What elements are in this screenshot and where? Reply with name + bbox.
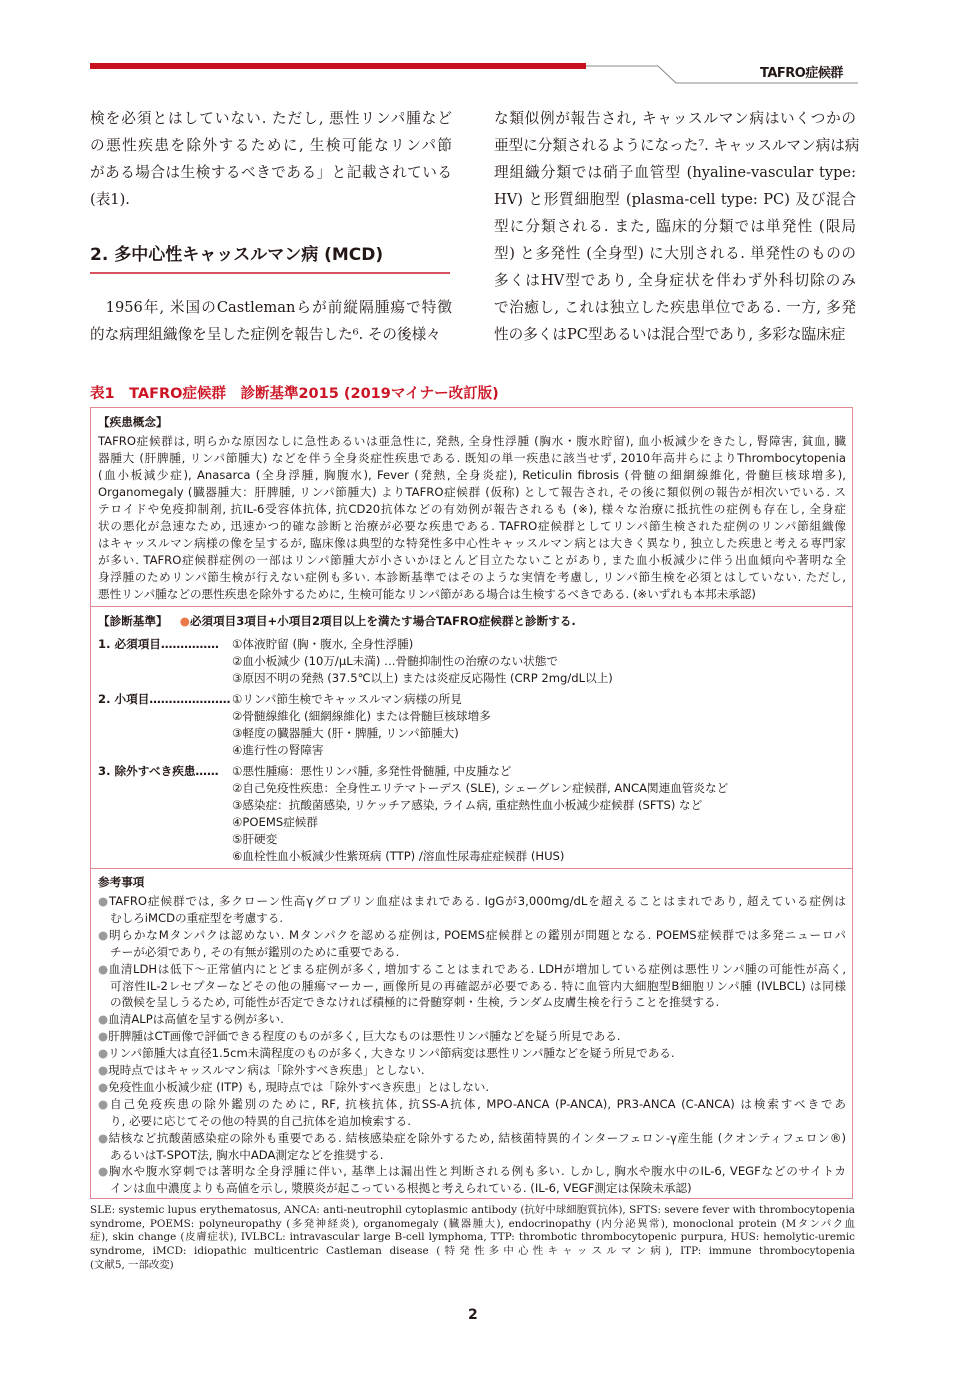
text-line: で治癒し, これは独立した疾患単位である. 一方, 多発: [494, 299, 856, 316]
note-line: [98, 1045, 846, 1062]
concept-line: 身浮腫のためリンパ節生検が行えない症例も多い. 本診断基準ではそのような実情を考慮し, リンパ節生検を必須とはしていない. ただし,: [98, 570, 846, 584]
bullet-icon: ●: [98, 1029, 109, 1044]
note-text: 血清ALPは高値を呈する例が多い.: [108, 1012, 284, 1027]
note-line: [98, 927, 846, 944]
table-title: 表1 TAFRO症候群 診断基準2015 (2019マイナー改訂版): [90, 386, 499, 402]
note-text: むしろiMCDの重症型を考慮する.: [110, 910, 284, 925]
section-heading: 2. 多中心性キャッスルマン病 (MCD): [90, 242, 450, 274]
note-text: 結核など抗酸菌感染症の除外も重要である. 結核感染症を除外するため, 結核菌特異的インターフェロン-γ産生能 (クオンティフェロン®): [108, 1130, 846, 1145]
note-text: 現時点ではキャッスルマン病は「除外すべき疾患」としない.: [108, 1063, 425, 1077]
criteria-rule: 必須項目3項目+小項目2項目以上を満たす場合TAFRO症候群と診断する.: [189, 614, 576, 628]
notes-heading: 参考事項: [98, 875, 145, 889]
bullet-icon: ●: [98, 927, 109, 942]
note-line: [98, 1028, 846, 1045]
text-line: な類似例が報告され, キャッスルマン病はいくつかの: [494, 110, 856, 127]
criteria-item: ③原因不明の発熱 (37.5℃以上) または炎症反応陽性 (CRP 2mg/dL以上): [232, 671, 613, 685]
bullet-icon: ●: [179, 614, 190, 628]
note-line: [98, 1079, 846, 1096]
bullet-icon: ●: [98, 1012, 109, 1027]
criteria-group-label: 2. 小項目…………………: [98, 692, 231, 706]
left-paragraph-2: [90, 294, 452, 348]
table-footnote: [90, 1204, 855, 1273]
criteria-section: [91, 606, 852, 869]
note-line: [98, 1062, 846, 1079]
header-accent-bar: [90, 63, 586, 69]
bullet-icon: ●: [98, 1063, 109, 1077]
concept-line: テロイドや免疫抑制剤, 抗IL-6受容体抗体, 抗CD20抗体などの有効例が報告されるも (※), 様々な治療に抵抗性の症例も存在し, 全身症: [98, 502, 846, 516]
note-line: [110, 910, 846, 927]
bullet-icon: ●: [98, 1164, 109, 1179]
bullet-icon: ●: [98, 1096, 110, 1111]
text-line: (表1).: [90, 191, 130, 208]
note-line: [110, 994, 846, 1011]
text-line: 理組織分類では硝子血管型 (hyaline-vascular type:: [494, 164, 856, 181]
concept-line: 悪性リンパ腫などの悪性疾患を除外するために, 生検可能なリンパ節がある場合は生検するべきである. (※いずれも本邦未承認): [98, 587, 756, 601]
note-line: [98, 1163, 846, 1180]
note-text: 可溶性IL-2レセプターなどその他の腫瘍マーカー, 画像所見の再確認が必要である. 特に血管内大細胞型B細胞リンパ腫 (IVLBCL) は同様: [110, 978, 846, 993]
note-text: 明らかなMタンパクは認めない. Mタンパクを認める症例は, POEMS症候群との鑑別が問題となる. POEMS症候群では多発ニューロパ: [108, 927, 846, 942]
note-line: [98, 1096, 846, 1113]
note-text: TAFRO症候群では, 多クローン性高γグロブリン血症はまれである. IgGが3,000mg/dLを超えることはまれであり, 超えている症例は: [109, 894, 846, 908]
criteria-item: ①体液貯留 (胸・腹水, 全身性浮腫): [232, 637, 414, 651]
text-line: がある場合は生検するべきである」と記載されている: [90, 164, 452, 181]
note-text: 胸水や腹水穿刺では著明な全身浮腫に伴い, 基準上は漏出性と判断される例も多い. しかし, 胸水や腹水中のIL-6, VEGFなどのサイトカ: [108, 1164, 846, 1179]
text-line: SLE: systemic lupus erythematosus, ANCA: anti-neutrophil cytoplasmic antibody (抗好中球細胞質抗体), SFTS: severe fever with thrombocytopenia: [90, 1204, 855, 1216]
concept-section: [91, 408, 852, 606]
bullet-icon: ●: [98, 1130, 109, 1145]
criteria-item: ③感染症：抗酸菌感染, リケッチア感染, ライム病, 重症熱性血小板減少症候群 (SFTS) など: [232, 798, 703, 812]
note-line: [98, 961, 846, 978]
note-line: [110, 944, 846, 961]
diagnostic-criteria-table: [90, 407, 853, 1199]
bullet-icon: ●: [98, 1079, 109, 1094]
text-line: syndrome, POEMS: polyneuropathy (多発神経炎), organomegaly (臓器腫大), endocrinopathy (内分泌異常), monoclonal protein (Mタンパク血: [90, 1217, 855, 1230]
note-line: [98, 893, 846, 910]
note-text: 血清LDHは低下～正常値内にとどまる症例が多く, 増加することはまれである. LDHが増加している症例は悪性リンパ腫の可能性が高く,: [108, 961, 847, 976]
criteria-item: ②自己免疫性疾患：全身性エリテマトーデス (SLE), シェーグレン症候群, ANCA関連血管炎など: [232, 781, 729, 795]
note-text: リンパ節腫大は直径1.5cm未満程度のものが多く, 大きなリンパ節病変は悪性リンパ腫などを疑う所見である.: [108, 1046, 675, 1061]
criteria-item: ⑤肝硬変: [232, 832, 278, 846]
text-line: 検を必須とはしていない. ただし, 悪性リンパ腫など: [90, 110, 452, 127]
note-line: [110, 1180, 846, 1197]
note-text: 肝脾腫はCT画像で評価できる程度のものが多く, 巨大なものは悪性リンパ腫などを疑う所見である.: [108, 1029, 621, 1044]
bullet-icon: ●: [98, 1046, 109, 1061]
concept-line: (血小板減少症), Anasarca (全身浮腫, 胸腹水), Fever (発熱, 全身炎症), Reticulin fibrosis (骨髄の細網線維化, 骨髄巨核球増多),: [98, 468, 846, 482]
text-line: 症), skin change (皮膚症状), IVLBCL: intravascular large B-cell lymphoma, TTP: thrombotic thrombocytopenic purpura, HUS: hemolytic-uremic: [90, 1231, 855, 1244]
concept-line: 器腫大 (肝脾腫, リンパ節腫大) などを伴う全身炎症性疾患である. 既知の単一疾患に該当せず, 2010年高井らによりThrombocytopenia: [98, 451, 846, 465]
criteria-item: ②血小板減少 (10万/μL未満) …骨髄抑制性の治療のない状態で: [232, 654, 558, 668]
note-text: り, 必要に応じてその他の特異的自己抗体を追加検索する.: [110, 1113, 411, 1128]
criteria-item: ①悪性腫瘍：悪性リンパ腫, 多発性骨髄腫, 中皮腫など: [232, 764, 512, 778]
left-paragraph-1: [90, 105, 452, 213]
criteria-item: ②骨髄線維化 (細網線維化) または骨髄巨核球増多: [232, 709, 491, 723]
note-line: [98, 1130, 846, 1147]
concept-line: はキャッスルマン病様の像を呈するが, 臨床像は典型的な特発性多中心性キャッスルマン病とは大きく異なり, 独立した疾患と考える専門家: [98, 536, 846, 550]
criteria-heading-row: [98, 613, 846, 630]
text-line: 型に分類される. また, 臨床的分類では単発性 (限局: [494, 218, 856, 235]
note-text: チーが必須であり, その有無が鑑別のために重要である.: [110, 944, 400, 959]
text-line: syndrome, iMCD: idiopathic multicentric Castleman disease (特発性多中心性キャッスルマン病), ITP: immune thrombocytopenia: [90, 1245, 855, 1258]
text-line: の悪性疾患を除外するために, 生検可能なリンパ節: [90, 137, 452, 154]
note-text: 免疫性血小板減少症 (ITP) も, 現時点では「除外すべき疾患」とはしない.: [108, 1079, 490, 1094]
criteria-heading: 【診断基準】: [98, 614, 168, 628]
note-line: [110, 1113, 846, 1130]
text-line: 多くはHV型であり, 全身症状を伴わず外科切除のみ: [494, 272, 856, 289]
text-line: 亜型に分類されるようになった⁷. キャッスルマン病は病: [494, 137, 860, 154]
notes-section: [91, 868, 852, 1201]
concept-line: 状の悪化が急速なため, 迅速かつ的確な診断と治療が必要な疾患である. TAFRO症候群としてリンパ節生検された症例のリンパ節組織像: [98, 519, 846, 533]
text-line: 型) と多発性 (全身型) に大別される. 単発性のものの: [494, 245, 856, 262]
note-text: あるいはT-SPOT法, 胸水中ADA測定などを推奨する.: [110, 1147, 384, 1162]
text-line: 1956年, 米国のCastlemanらが前縦隔腫瘍で特徴: [90, 299, 452, 316]
note-line: [110, 978, 846, 995]
text-line: HV) と形質細胞型 (plasma-cell type: PC) 及び混合: [494, 191, 856, 208]
bullet-icon: ●: [98, 961, 109, 976]
text-line: 性の多くはPC型あるいは混合型であり, 多彩な臨床症: [494, 326, 846, 343]
concept-line: Organomegaly (臓器腫大：肝脾腫, リンパ節腫大) よりTAFRO症候群 (仮称) として報告され, その後に類似例の報告が相次いでいる. ス: [98, 485, 846, 499]
note-line: [110, 1147, 846, 1164]
note-text: インは血中濃度よりも高値を示し, 漿膜炎が起こっている根拠と考えられている. (IL-6, VEGF測定は保険未承認): [110, 1181, 692, 1196]
concept-line: TAFRO症候群は, 明らかな原因なしに急性あるいは亜急性に, 発熱, 全身性浮腫 (胸水・腹水貯留), 血小板減少をきたし, 腎障害, 貧血, 臓: [98, 434, 846, 448]
note-text: の徴候を呈しうるため, 可能性が否定できなければ積極的に骨髄穿刺・生検, ランダム皮膚生検を行うことを推奨する.: [110, 995, 720, 1010]
concept-line: が多い. TAFRO症候群症例の一部はリンパ節腫大が小さいかほとんど目立たないことがあり, また血小板減少に伴う出血傾向や著明な全: [98, 553, 846, 567]
concept-heading: 【疾患概念】: [98, 415, 168, 429]
criteria-group-label: 3. 除外すべき疾患……: [98, 764, 219, 778]
right-column-text: [494, 105, 860, 348]
criteria-group-label: 1. 必須項目……………: [98, 637, 219, 651]
criteria-item: ④POEMS症候群: [232, 815, 318, 829]
criteria-item: ⑥血栓性血小板減少性紫斑病 (TTP) /溶血性尿毒症症候群 (HUS): [232, 849, 565, 863]
criteria-item: ③軽度の臓器腫大 (肝・脾腫, リンパ節腫大): [232, 726, 459, 740]
page-number: 2: [468, 1307, 478, 1323]
text-line: (文献5, 一部改変): [90, 1258, 174, 1271]
criteria-item: ④進行性の腎障害: [232, 743, 324, 757]
note-line: [98, 1011, 846, 1028]
criteria-item: ①リンパ節生検でキャッスルマン病様の所見: [232, 692, 462, 706]
text-line: 的な病理組織像を呈した症例を報告した⁶. その後様々: [90, 326, 441, 343]
running-title: TAFRO症候群: [760, 66, 843, 81]
note-text: 自己免疫疾患の除外鑑別のために, RF, 抗核抗体, 抗SS-A抗体, MPO-ANCA (P-ANCA), PR3-ANCA (C-ANCA) は検索すべきであ: [110, 1096, 846, 1111]
bullet-icon: ●: [98, 894, 110, 908]
